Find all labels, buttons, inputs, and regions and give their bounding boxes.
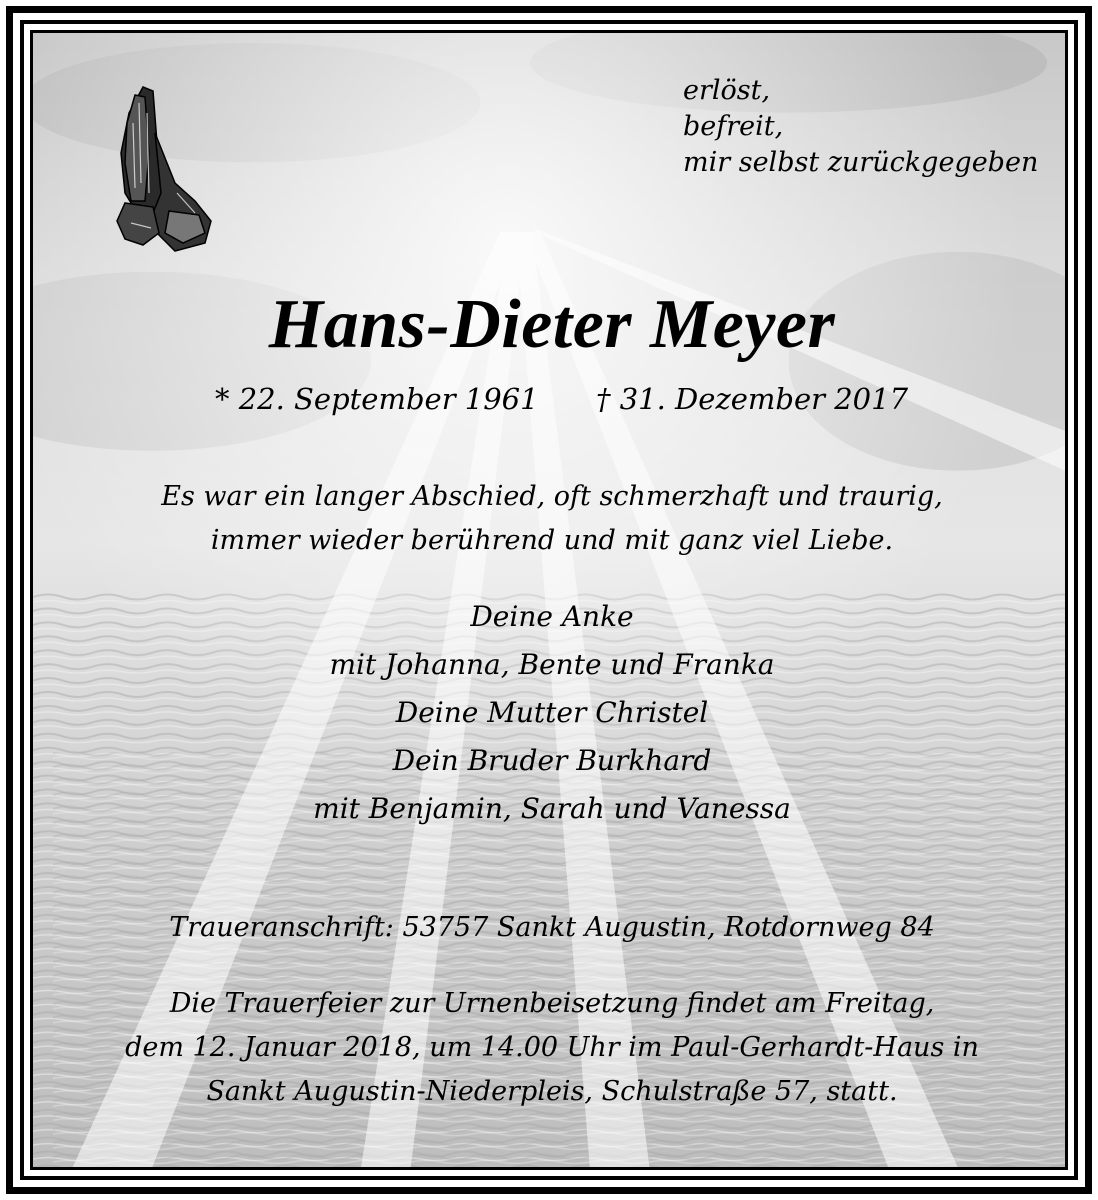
ceremony-line: dem 12. Januar 2018, um 14.00 Uhr im Paul-Gerhardt-Haus in bbox=[125, 1032, 979, 1063]
mourners-list bbox=[33, 593, 1068, 833]
mourner-line: mit Benjamin, Sarah und Vanessa bbox=[313, 792, 791, 825]
ceremony-line: Sankt Augustin-Niederpleis, Schulstraße 57, statt. bbox=[206, 1076, 898, 1107]
birth-date: * 22. September 1961 bbox=[215, 382, 539, 416]
deceased-name: Hans-Dieter Meyer bbox=[268, 286, 836, 363]
quote-line: Es war ein langer Abschied, oft schmerzhaft und traurig, bbox=[161, 481, 943, 512]
quote-line: immer wieder berührend und mit ganz viel Liebe. bbox=[210, 525, 894, 556]
ceremony-line: Die Trauerfeier zur Urnenbeisetzung findet am Freitag, bbox=[169, 988, 935, 1019]
ceremony-notice bbox=[33, 982, 1068, 1114]
mourner-line: Deine Anke bbox=[470, 600, 634, 633]
praying-hands-icon bbox=[95, 83, 215, 253]
farewell-quote bbox=[33, 475, 1068, 563]
mourning-address bbox=[33, 908, 1068, 948]
obituary-panel bbox=[30, 30, 1068, 1170]
motto-line: erlöst, bbox=[683, 75, 771, 106]
mourner-line: Dein Bruder Burkhard bbox=[392, 744, 712, 777]
mourner-line: mit Johanna, Bente und Franka bbox=[329, 648, 775, 681]
mourner-line: Deine Mutter Christel bbox=[395, 696, 709, 729]
motto-verse bbox=[683, 73, 1038, 181]
address-line: Traueranschrift: 53757 Sankt Augustin, Rotdornweg 84 bbox=[169, 912, 935, 943]
motto-line: mir selbst zurückgegeben bbox=[683, 147, 1039, 178]
motto-line: befreit, bbox=[683, 111, 784, 142]
death-date: † 31. Dezember 2017 bbox=[596, 382, 909, 416]
